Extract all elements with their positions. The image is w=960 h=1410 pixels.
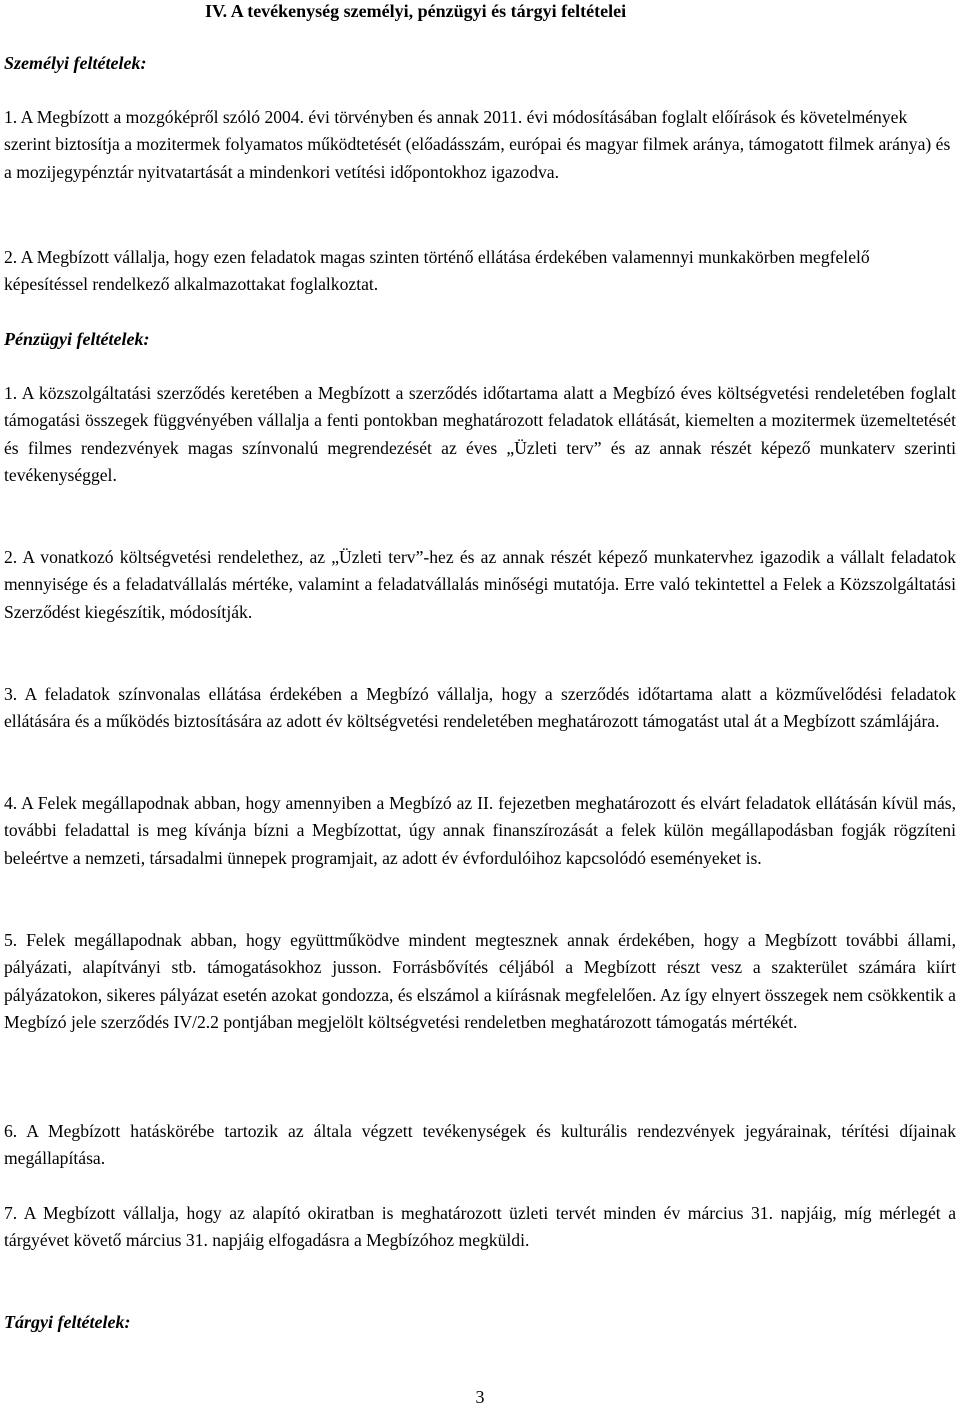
section-heading-material: Tárgyi feltételek: xyxy=(4,1312,131,1332)
paragraph-financial-5: 5. Felek megállapodnak abban, hogy együttműködve mindent megtesznek annak érdekében, hogy a Megbízott további állami, pályázati, alapítványi stb. támogatásokhoz jusson. Forrásbővítés céljából a Megbízott részt vesz a szakterület számára kiírt pályázatokon, sikeres pályázat esetén azokat gondozza, és elszámol a kiírásnak megfelelően. Az így elnyert összegek nem csökkentik a Megbízó jele szerződés IV/2.2 pontjában megjelölt költségvetési rendeletben meghatározott támogatás mértékét. xyxy=(4,930,956,1032)
paragraph-personal-1: 1. A Megbízott a mozgóképről szóló 2004. évi törvényben és annak 2011. évi módosításában foglalt előírások és követelmények szerint biztosítja a mozitermek folyamatos működtetését (előadásszám, európai és magyar filmek aránya, támogatott filmek aránya) és a mozijegypénztár nyitvatartását a mindenkori vetítési időpontokhoz igazodva. xyxy=(4,107,951,182)
paragraph-financial-2: 2. A vonatkozó költségvetési rendelethez, az „Üzleti terv”-hez és az annak részét képező munkatervhez igazodik a vállalt feladatok mennyisége és a feladatvállalás mértéke, valamint a feladatvállalás minőségi mutatója. Erre való tekintettel a Felek a Közszolgáltatási Szerződést kiegészítik, módosítják. xyxy=(4,547,956,622)
paragraph-personal-2: 2. A Megbízott vállalja, hogy ezen feladatok magas szinten történő ellátása érdekében valamennyi munkakörben megfelelő képesítéssel rendelkező alkalmazottakat foglalkoztat. xyxy=(4,247,870,295)
page-number: 3 xyxy=(475,1387,485,1407)
paragraph-financial-7: 7. A Megbízott vállalja, hogy az alapító okiratban is meghatározott üzleti tervét minden év március 31. napjáig, míg mérlegét a tárgyévet követő március 31. napjáig elfogadásra a Megbízóhoz megküldi. xyxy=(4,1203,956,1251)
paragraph-financial-3: 3. A feladatok színvonalas ellátása érdekében a Megbízó vállalja, hogy a szerződés időtartama alatt a közművelődési feladatok ellátására és a működés biztosítására az adott év költségvetési rendeletében meghatározott támogatást utal át a Megbízott számlájára. xyxy=(4,684,956,732)
paragraph-financial-4: 4. A Felek megállapodnak abban, hogy amennyiben a Megbízó az II. fejezetben meghatározott és elvárt feladatok ellátásán kívül más, további feladattal is meg kívánja bízni a Megbízottat, úgy annak finanszírozását a felek külön megállapodásban fogják rögzíteni beleértve a nemzeti, társadalmi ünnepek programjait, az adott év évfordulóihoz kapcsolódó eseményeket is. xyxy=(4,793,956,868)
section-heading-financial: Pénzügyi feltételek: xyxy=(4,329,150,349)
chapter-title: IV. A tevékenység személyi, pénzügyi és tárgyi feltételei xyxy=(205,1,627,21)
paragraph-financial-1: 1. A közszolgáltatási szerződés keretében a Megbízott a szerződés időtartama alatt a Megbízó éves költségvetési rendeletében foglalt támogatási összegek függvényében vállalja a fenti pontokban meghatározott feladatok ellátását, kiemelten a mozitermek üzemeltetését és filmes rendezvények magas színvonalú megrendezését az éves „Üzleti terv” és az annak részét képező munkaterv szerinti tevékenységgel. xyxy=(4,383,956,485)
paragraph-financial-6: 6. A Megbízott hatáskörébe tartozik az általa végzett tevékenységek és kulturális rendezvények jegyárainak, térítési díjainak megállapítása. xyxy=(4,1121,956,1169)
section-heading-personal: Személyi feltételek: xyxy=(4,53,147,73)
